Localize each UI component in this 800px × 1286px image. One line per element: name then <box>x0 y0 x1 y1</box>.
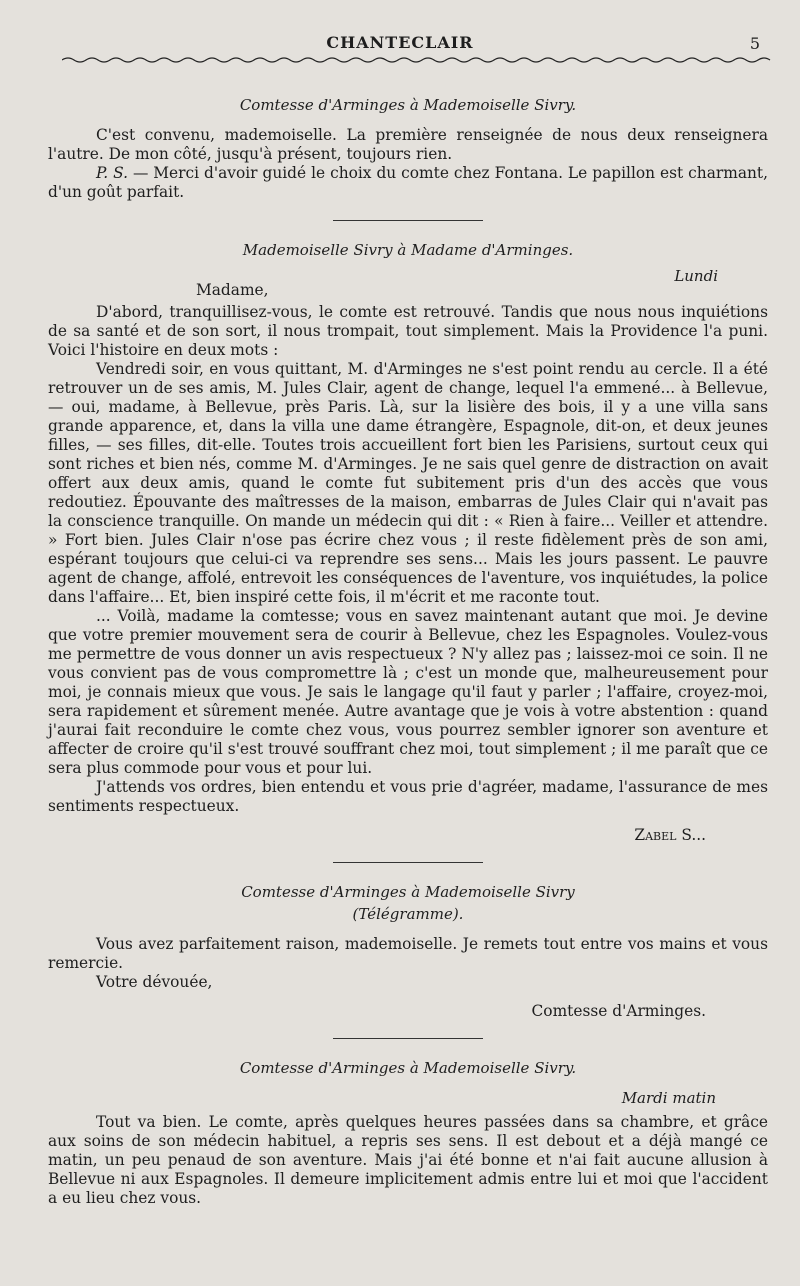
signature: Comtesse d'Arminges. <box>531 1002 706 1020</box>
salutation-row <box>48 267 768 297</box>
closing: Votre dévouée, <box>96 973 213 991</box>
page-number: 5 <box>749 34 760 53</box>
letter-date: Mardi matin <box>621 1089 716 1107</box>
wavy-rule <box>62 56 774 64</box>
signature: Zabel S... <box>634 826 706 844</box>
salutation: Madame, <box>196 281 269 299</box>
section-divider <box>333 862 483 863</box>
page-body <box>48 96 768 1208</box>
ps-text: — Merci d'avoir guidé le choix du comte chez Fontana. Le papillon est charmant, d'un goût parfait. <box>48 164 768 201</box>
letter-heading: Comtesse d'Arminges à Mademoiselle Sivry <box>241 883 575 901</box>
paragraph: Vendredi soir, en vous quittant, M. d'Arminges ne s'est point rendu au cercle. Il a été retrouver un de ses amis, M. Jules Clair, agent de change, lequel l'a emmené... à Bellevue, — oui, madame, à Bellevue, près Paris. Là, sur la lisière des bois, il y a une villa sans grande apparence, et, dans la villa une dame étrangère, Espagnole, dit-on, et deux jeunes filles, — ses filles, dit-elle. Toutes trois accueillent fort bien les Parisiens, surtout ceux qui sont riches et bien nés, comme M. d'Arminges. Je ne sais quel genre de distraction on avait offert aux deux amis, quand le comte fut subitement pris d'un des accès que vous redoutiez. Épouvante des maîtresses de la maison, embarras de Jules Clair qui n'avait pas la conscience tranquille. On mande un médecin qui dit : « Rien à faire... Veiller et attendre. » Fort bien. Jules Clair n'ose pas écrire chez vous ; il reste fidèlement près de son ami, espérant toujours que celui-ci va reprendre ses sens... Mais les jours passent. Le pauvre agent de change, affolé, entrevoit les conséquences de l'aventure, vos inquiétudes, la police dans l'affaire... Et, bien inspiré cette fois, il m'écrit et me raconte tout. <box>48 360 768 606</box>
letter-heading: Comtesse d'Arminges à Mademoiselle Sivry. <box>239 96 577 114</box>
section-divider <box>333 220 483 221</box>
paragraph: Tout va bien. Le comte, après quelques heures passées dans sa chambre, et grâce aux soins de son médecin habituel, a repris ses sens. Il est debout et a déjà mangé ce matin, un peu penaud de son aventure. Mais j'ai été bonne et n'ai fait aucune allusion à Bellevue ni aux Espagnoles. Il demeure implicitement admis entre lui et moi que l'accident a eu lieu chez vous. <box>48 1113 768 1207</box>
paragraph: ... Voilà, madame la comtesse; vous en savez maintenant autant que moi. Je devine que votre premier mouvement sera de courir à Bellevue, chez les Espagnoles. Voulez-vous me permettre de vous donner un avis respectueux ? N'y allez pas ; laissez-moi ce soin. Il ne vous convient pas de vous compromettre là ; c'est un monde que, malheureusement pour moi, je connais mieux que vous. Je sais le langage qu'il faut y parler ; l'affaire, croyez-moi, sera rapidement et sûrement menée. Autre avantage que je vois à votre abstention : quand j'aurai fait reconduire le comte chez vous, vous pourrez sembler ignorer son aventure et affecter de croire qu'il s'est trouvé souffrant chez moi, tout simplement ; il me paraît que ce sera plus commode pour vous et pour lui. <box>48 607 768 777</box>
paragraph: Vous avez parfaitement raison, mademoiselle. Je remets tout entre vos mains et vous remercie. <box>48 935 768 972</box>
letter-subheading: (Télégramme). <box>352 905 464 923</box>
letter-heading: Mademoiselle Sivry à Madame d'Arminges. <box>242 241 574 259</box>
page-header <box>0 30 800 64</box>
section-divider <box>333 1038 483 1039</box>
paragraph: D'abord, tranquillisez-vous, le comte est retrouvé. Tandis que nous nous inquiétions de sa santé et de son sort, il nous trompait, tout simplement. Mais la Providence l'a puni. Voici l'histoire en deux mots : <box>48 303 768 359</box>
letter-date: Lundi <box>674 267 718 285</box>
paragraph: J'attends vos ordres, bien entendu et vous prie d'agréer, madame, l'assurance de mes sentiments respectueux. <box>48 778 768 815</box>
letter-heading: Comtesse d'Arminges à Mademoiselle Sivry. <box>239 1059 577 1077</box>
ps-label: P. S. <box>96 164 128 182</box>
paragraph: C'est convenu, mademoiselle. La première renseignée de nous deux renseignera l'autre. De mon côté, jusqu'à présent, toujours rien. <box>48 126 768 163</box>
running-title: CHANTECLAIR <box>326 33 474 52</box>
postscript <box>48 164 768 202</box>
